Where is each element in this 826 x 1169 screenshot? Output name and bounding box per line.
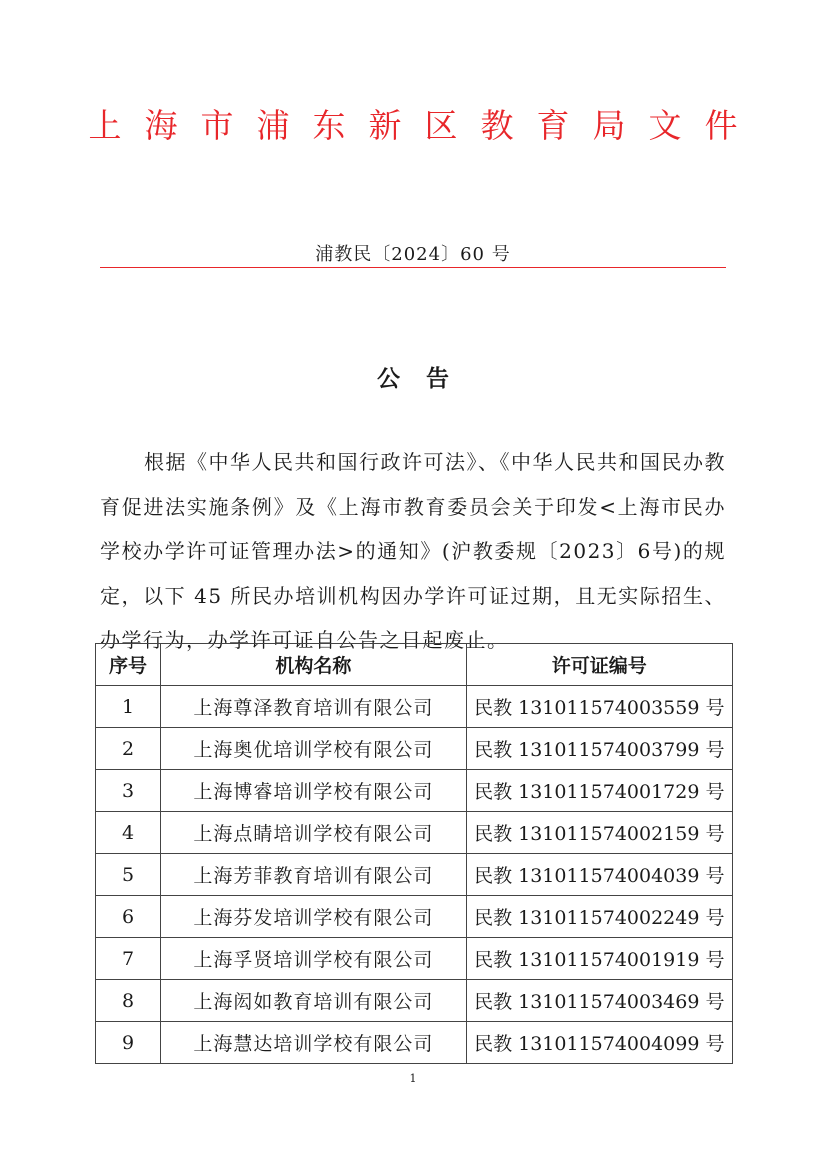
cell-seq: 1 (96, 686, 161, 728)
cell-license: 民教 131011574002249 号 (466, 896, 732, 938)
cell-license: 民教 131011574004039 号 (466, 854, 732, 896)
page-number: 1 (409, 1072, 417, 1085)
cell-seq: 9 (96, 1022, 161, 1064)
cell-license: 民教 131011574003559 号 (466, 686, 732, 728)
cell-seq: 8 (96, 980, 161, 1022)
cell-name: 上海孚贤培训学校有限公司 (161, 938, 466, 980)
cell-name: 上海博睿培训学校有限公司 (161, 770, 466, 812)
table-row (96, 770, 733, 812)
cell-name: 上海芳菲教育培训有限公司 (161, 854, 466, 896)
document-header-title: 上海市浦东新区教育局文件 (88, 106, 761, 145)
table-header-row (96, 644, 733, 686)
cell-license: 民教 131011574001729 号 (466, 770, 732, 812)
column-header-name: 机构名称 (161, 644, 466, 686)
table-row (96, 728, 733, 770)
table-row (96, 686, 733, 728)
table-row (96, 812, 733, 854)
red-divider-line (100, 267, 726, 268)
cell-seq: 3 (96, 770, 161, 812)
table-row (96, 1022, 733, 1064)
notice-title: 公告 (377, 365, 475, 392)
cell-name: 上海尊泽教育培训有限公司 (161, 686, 466, 728)
cell-license: 民教 131011574003469 号 (466, 980, 732, 1022)
cell-name: 上海点睛培训学校有限公司 (161, 812, 466, 854)
cell-seq: 6 (96, 896, 161, 938)
document-number: 浦教民〔2024〕60 号 (315, 244, 511, 265)
table-row (96, 854, 733, 896)
cell-license: 民教 131011574003799 号 (466, 728, 732, 770)
cell-license: 民教 131011574004099 号 (466, 1022, 732, 1064)
table-row (96, 896, 733, 938)
column-header-seq: 序号 (96, 644, 161, 686)
cell-license: 民教 131011574001919 号 (466, 938, 732, 980)
cell-name: 上海奥优培训学校有限公司 (161, 728, 466, 770)
cell-name: 上海慧达培训学校有限公司 (161, 1022, 466, 1064)
cell-name: 上海闳如教育培训有限公司 (161, 980, 466, 1022)
cell-license: 民教 131011574002159 号 (466, 812, 732, 854)
cell-seq: 2 (96, 728, 161, 770)
cell-seq: 4 (96, 812, 161, 854)
revoked-license-table (95, 643, 733, 1064)
column-header-license: 许可证编号 (466, 644, 732, 686)
notice-body-paragraph: 根据《中华人民共和国行政许可法》、《中华人民共和国民办教育促进法实施条例》及《上海市教育委员会关于印发<上海市民办学校办学许可证管理办法>的通知》(沪教委规〔2023〕6号)的规定，以下 45 所民办培训机构因办学许可证过期，且无实际招生、办学行为，办学许可证自公告之日起废止。 (100, 450, 726, 652)
cell-seq: 7 (96, 938, 161, 980)
table-row (96, 980, 733, 1022)
cell-name: 上海芬发培训学校有限公司 (161, 896, 466, 938)
table-row (96, 938, 733, 980)
cell-seq: 5 (96, 854, 161, 896)
